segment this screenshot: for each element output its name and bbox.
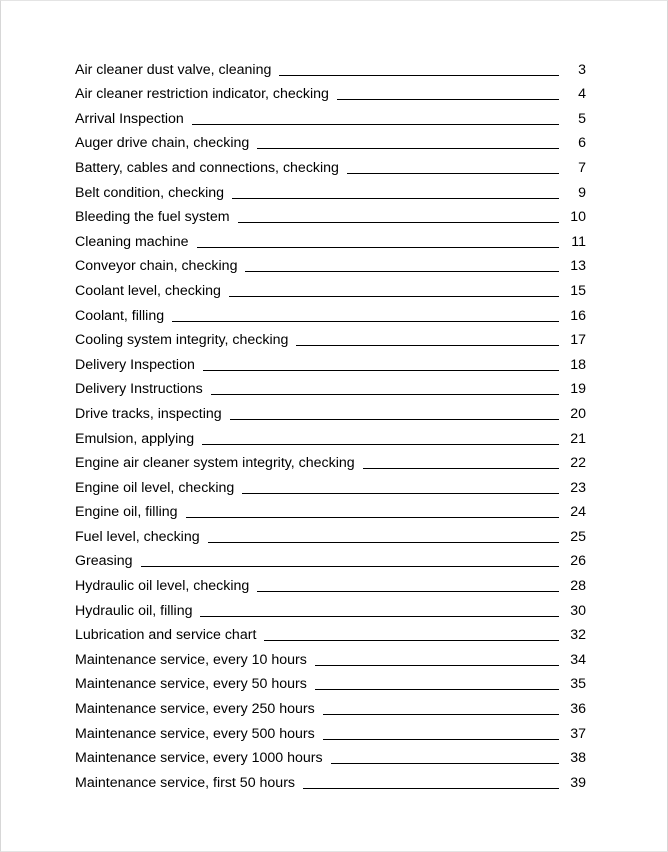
toc-entry-page-number: 26	[570, 553, 586, 570]
toc-entry[interactable]	[75, 570, 586, 595]
toc-entry-title: Hydraulic oil level, checking	[75, 578, 250, 595]
toc-entry[interactable]	[75, 521, 586, 546]
toc-entry-page-number: 6	[578, 135, 586, 152]
toc-leader-line	[229, 296, 559, 297]
toc-entry-page-number: 30	[570, 602, 586, 619]
toc-entry-title: Air cleaner restriction indicator, checking	[75, 86, 329, 103]
toc-entry-page-number: 7	[578, 159, 586, 176]
toc-leader-line	[323, 739, 559, 740]
toc-entry[interactable]	[75, 251, 586, 276]
toc-entry-title: Coolant level, checking	[75, 282, 221, 299]
toc-leader-line	[264, 640, 559, 641]
toc-leader-line	[315, 689, 559, 690]
toc-entry[interactable]	[75, 718, 586, 743]
toc-leader-line	[257, 148, 559, 149]
toc-entry-page-number: 23	[570, 479, 586, 496]
toc-entry-title: Belt condition, checking	[75, 184, 225, 201]
toc-entry[interactable]	[75, 497, 586, 522]
toc-entry-title: Coolant, filling	[75, 307, 165, 324]
toc-entry-page-number: 10	[570, 209, 586, 226]
toc-leader-line	[202, 444, 559, 445]
toc-leader-line	[203, 370, 559, 371]
toc-leader-line	[238, 222, 559, 223]
toc-entry-title: Maintenance service, every 500 hours	[75, 725, 315, 742]
toc-leader-line	[331, 763, 559, 764]
toc-entry-title: Fuel level, checking	[75, 528, 200, 545]
toc-entry-page-number: 37	[570, 725, 586, 742]
toc-entry-title: Maintenance service, every 50 hours	[75, 676, 307, 693]
toc-entry-title: Delivery Instructions	[75, 381, 203, 398]
toc-leader-line	[186, 517, 559, 518]
toc-entry[interactable]	[75, 275, 586, 300]
toc-leader-line	[208, 542, 559, 543]
toc-entry[interactable]	[75, 202, 586, 227]
toc-entry-page-number: 21	[570, 430, 586, 447]
toc-entry-title: Arrival Inspection	[75, 110, 184, 127]
toc-entry-title: Engine oil, filling	[75, 504, 178, 521]
toc-entry[interactable]	[75, 669, 586, 694]
toc-leader-line	[192, 124, 559, 125]
toc-entry-page-number: 5	[578, 110, 586, 127]
toc-entry-title: Bleeding the fuel system	[75, 209, 230, 226]
toc-entry-title: Engine oil level, checking	[75, 479, 235, 496]
toc-entry[interactable]	[75, 177, 586, 202]
toc-leader-line	[232, 198, 559, 199]
toc-entry-page-number: 11	[571, 233, 586, 250]
toc-entry[interactable]	[75, 374, 586, 399]
toc-leader-line	[172, 321, 559, 322]
toc-entry-title: Battery, cables and connections, checking	[75, 159, 339, 176]
toc-entry[interactable]	[75, 128, 586, 153]
toc-leader-line	[197, 247, 559, 248]
toc-leader-line	[337, 99, 559, 100]
toc-leader-line	[323, 714, 559, 715]
toc-leader-line	[200, 616, 559, 617]
toc-entry[interactable]	[75, 767, 586, 792]
toc-entry-title: Maintenance service, every 10 hours	[75, 651, 307, 668]
toc-leader-line	[363, 468, 559, 469]
toc-entry-page-number: 9	[578, 184, 586, 201]
toc-leader-line	[296, 345, 559, 346]
toc-entry[interactable]	[75, 79, 586, 104]
toc-leader-line	[211, 394, 559, 395]
toc-entry[interactable]	[75, 103, 586, 128]
toc-entry[interactable]	[75, 595, 586, 620]
toc-leader-line	[141, 566, 559, 567]
toc-entry[interactable]	[75, 226, 586, 251]
toc-entry-title: Greasing	[75, 553, 133, 570]
toc-entry-page-number: 39	[570, 774, 586, 791]
toc-entry-title: Engine air cleaner system integrity, checking	[75, 455, 355, 472]
toc-entry[interactable]	[75, 54, 586, 79]
toc-entry-page-number: 38	[570, 750, 586, 767]
toc-entry-page-number: 32	[570, 627, 586, 644]
toc-entry-title: Auger drive chain, checking	[75, 135, 250, 152]
toc-entry-page-number: 19	[570, 381, 586, 398]
toc-entry-page-number: 35	[570, 676, 586, 693]
toc-entry[interactable]	[75, 349, 586, 374]
toc-entry[interactable]	[75, 620, 586, 645]
toc-entry-title: Conveyor chain, checking	[75, 258, 238, 275]
toc-entry[interactable]	[75, 300, 586, 325]
toc-entry-title: Cooling system integrity, checking	[75, 332, 289, 349]
toc-entry-page-number: 15	[570, 282, 586, 299]
toc-entry-title: Delivery Inspection	[75, 356, 195, 373]
toc-entry[interactable]	[75, 152, 586, 177]
toc-entry-page-number: 34	[570, 651, 586, 668]
toc-entry-title: Air cleaner dust valve, cleaning	[75, 61, 272, 78]
toc-entry-title: Hydraulic oil, filling	[75, 602, 193, 619]
table-of-contents	[75, 54, 586, 792]
toc-leader-line	[315, 665, 559, 666]
toc-entry[interactable]	[75, 644, 586, 669]
toc-entry-page-number: 28	[570, 578, 586, 595]
toc-entry-page-number: 13	[570, 258, 586, 275]
toc-entry[interactable]	[75, 546, 586, 571]
toc-entry-page-number: 24	[570, 504, 586, 521]
toc-leader-line	[347, 173, 559, 174]
toc-entry-title: Cleaning machine	[75, 233, 189, 250]
toc-entry[interactable]	[75, 325, 586, 350]
toc-entry-title: Emulsion, applying	[75, 430, 195, 447]
toc-entry-page-number: 3	[578, 61, 586, 78]
toc-leader-line	[245, 271, 559, 272]
toc-entry[interactable]	[75, 423, 586, 448]
toc-entry[interactable]	[75, 472, 586, 497]
toc-entry-page-number: 25	[570, 528, 586, 545]
toc-entry-page-number: 17	[570, 332, 586, 349]
toc-entry-page-number: 20	[570, 405, 586, 422]
toc-leader-line	[279, 75, 559, 76]
toc-entry[interactable]	[75, 398, 586, 423]
toc-leader-line	[303, 788, 559, 789]
toc-entry-title: Maintenance service, every 250 hours	[75, 701, 315, 718]
toc-entry-page-number: 16	[570, 307, 586, 324]
toc-entry[interactable]	[75, 743, 586, 768]
toc-entry[interactable]	[75, 693, 586, 718]
toc-entry-page-number: 4	[578, 86, 586, 103]
toc-entry-title: Lubrication and service chart	[75, 627, 257, 644]
toc-entry-title: Maintenance service, every 1000 hours	[75, 750, 323, 767]
toc-leader-line	[242, 493, 559, 494]
toc-leader-line	[230, 419, 559, 420]
toc-entry-title: Drive tracks, inspecting	[75, 405, 222, 422]
toc-leader-line	[257, 591, 559, 592]
toc-entry-page-number: 18	[570, 356, 586, 373]
toc-entry[interactable]	[75, 448, 586, 473]
toc-entry-page-number: 22	[570, 455, 586, 472]
toc-entry-title: Maintenance service, first 50 hours	[75, 774, 296, 791]
toc-entry-page-number: 36	[570, 701, 586, 718]
